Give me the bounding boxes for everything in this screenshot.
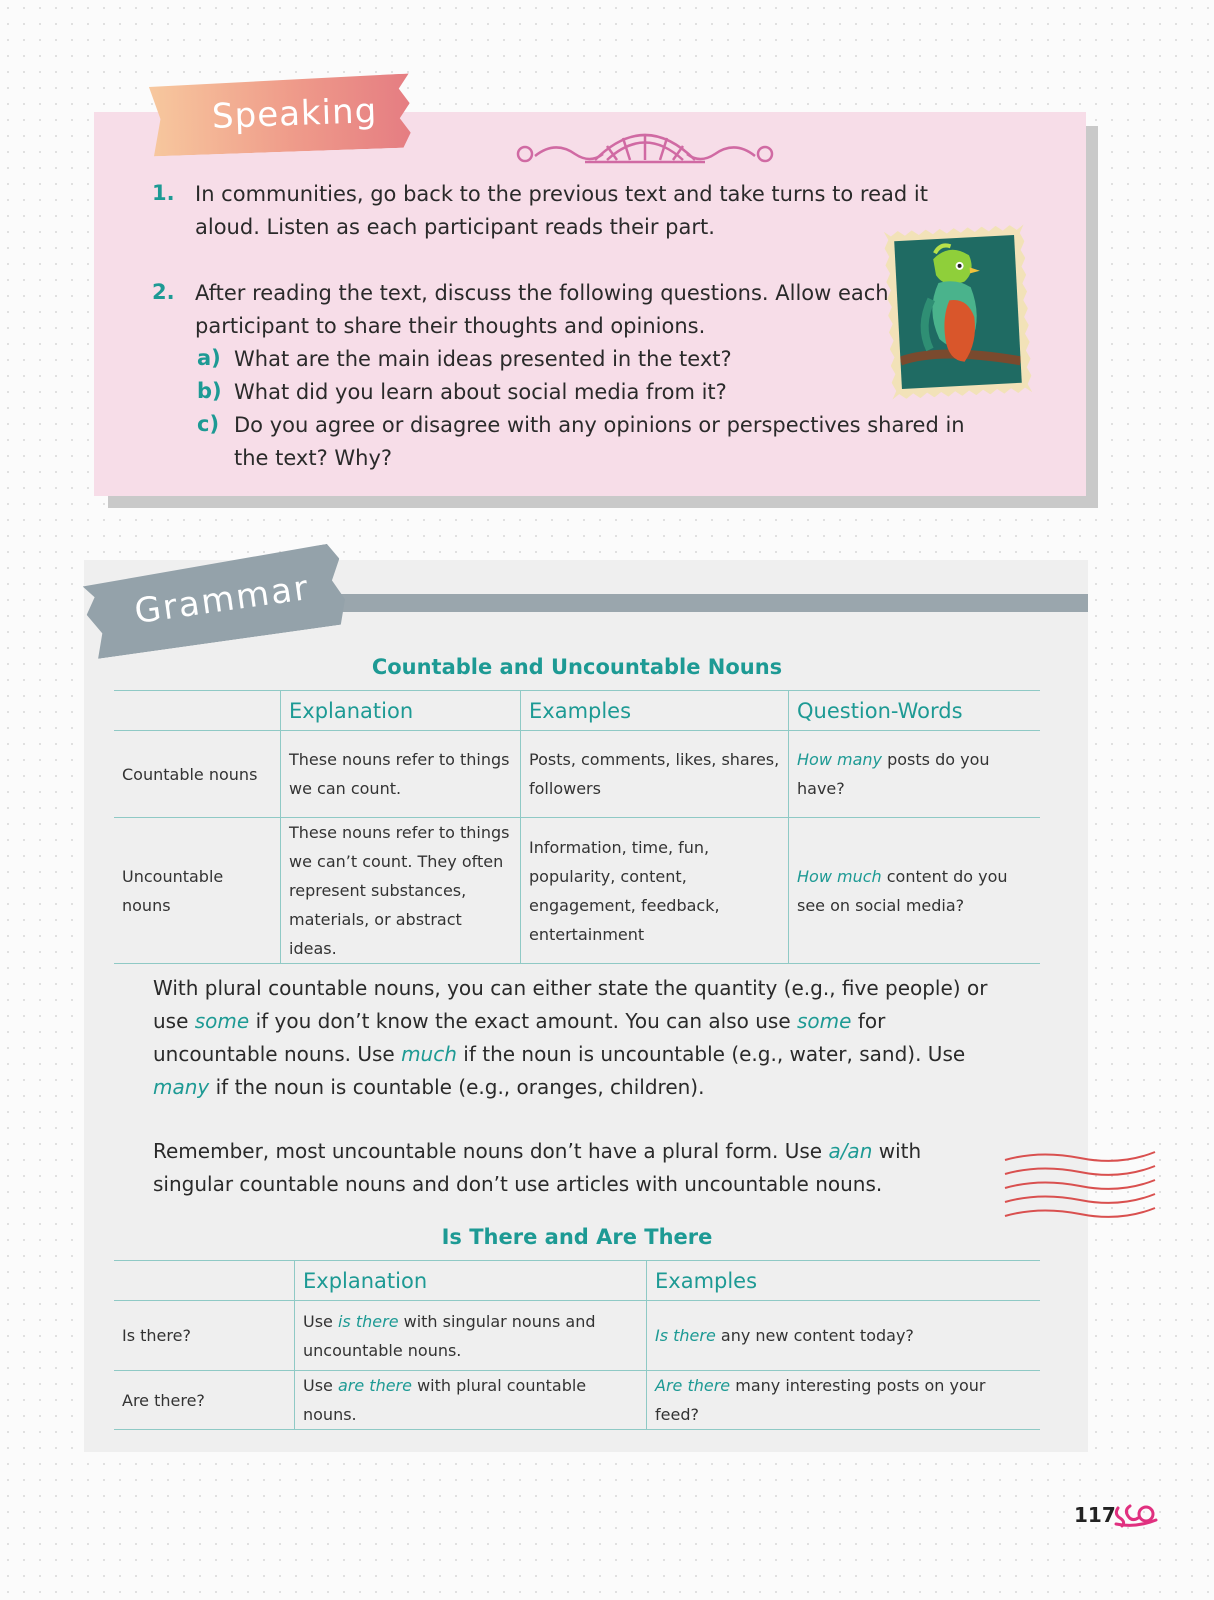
- quetzal-bird-stamp-icon: [884, 224, 1033, 399]
- example-emphasis: Is there: [655, 1326, 716, 1345]
- postmark-lines-icon: [1000, 1140, 1160, 1230]
- question-word-emphasis: How many: [797, 750, 882, 769]
- question-2-number: 2.: [152, 280, 175, 304]
- question-1-line-1: In communities, go back to the previous text and take turns to read it: [195, 182, 928, 206]
- example-text: many interesting posts on your feed?: [655, 1376, 986, 1424]
- row-explanation: [295, 1301, 647, 1371]
- grammar-paragraph-2: [153, 1135, 993, 1201]
- table-2-title: Is There and Are There: [441, 1225, 713, 1249]
- example-emphasis: Are there: [655, 1376, 731, 1395]
- sep-logo-icon: [1112, 1500, 1160, 1528]
- subquestion-b-letter: b): [197, 379, 222, 403]
- subquestion-a-letter: a): [197, 346, 221, 370]
- paragraph-text: for uncountable nouns. Use: [153, 1009, 886, 1066]
- subquestion-b-text: What did you learn about social media from it?: [234, 380, 727, 404]
- grammar-title: Grammar: [132, 567, 313, 633]
- row-label: Countable nouns: [114, 731, 281, 818]
- row-explanation: [295, 1371, 647, 1430]
- row-example: [647, 1301, 1041, 1371]
- ornament-icon: [515, 120, 775, 180]
- row-question-words: [789, 818, 1041, 964]
- page-number: 117: [1074, 1503, 1116, 1527]
- row-question-words: [789, 731, 1041, 818]
- row-example: [647, 1371, 1041, 1430]
- paragraph-emphasis: a/an: [828, 1139, 873, 1163]
- row-examples: Information, time, fun, popularity, content, engagement, feedback, entertainment: [521, 818, 789, 964]
- grammar-header-bar: [300, 594, 1088, 612]
- subquestion-c-line-1: Do you agree or disagree with any opinions or perspectives shared in: [234, 413, 965, 437]
- explanation-text: with plural countable nouns.: [303, 1376, 587, 1424]
- table-1-header-row: [114, 691, 1040, 731]
- row-label: Are there?: [114, 1371, 295, 1430]
- paragraph-emphasis: some: [797, 1009, 852, 1033]
- question-2-line-1: After reading the text, discuss the following questions. Allow each: [195, 281, 889, 305]
- question-1-line-2: aloud. Listen as each participant reads their part.: [195, 215, 715, 239]
- table-1-title: Countable and Uncountable Nouns: [371, 655, 783, 679]
- paragraph-text: With plural countable nouns, you can either state the quantity (e.g., five people) or use: [153, 976, 988, 1033]
- table-1-header-empty: [114, 691, 281, 731]
- table-2-header-examples: Examples: [647, 1261, 1041, 1301]
- grammar-paragraph-1: [153, 972, 993, 1104]
- subquestion-c-letter: c): [197, 412, 220, 436]
- explanation-text: with singular nouns and uncountable nouns.: [303, 1311, 596, 1360]
- table-1-header-explanation: Explanation: [281, 691, 521, 731]
- question-word-emphasis: How much: [797, 866, 882, 886]
- explanation-text: Use: [303, 1311, 338, 1331]
- table-2-header-empty: [114, 1261, 295, 1301]
- question-1-number: 1.: [152, 181, 175, 205]
- paragraph-emphasis: much: [401, 1042, 457, 1066]
- explanation-emphasis: is there: [337, 1311, 399, 1331]
- row-label: Is there?: [114, 1301, 295, 1371]
- table-row: [114, 818, 1040, 964]
- is-there-are-there-table: [114, 1260, 1040, 1430]
- paragraph-text: with singular countable nouns and don’t use articles with uncountable nouns.: [153, 1139, 922, 1196]
- subquestion-a-text: What are the main ideas presented in the text?: [234, 347, 732, 371]
- speaking-title: Speaking: [211, 91, 378, 137]
- subquestion-c-line-2: the text? Why?: [234, 446, 393, 470]
- example-text: any new content today?: [715, 1326, 914, 1345]
- question-2-line-2: participant to share their thoughts and opinions.: [195, 314, 706, 338]
- explanation-emphasis: are there: [337, 1376, 412, 1395]
- table-row: [114, 1371, 1040, 1430]
- row-label: Uncountable nouns: [114, 818, 281, 964]
- paragraph-text: Remember, most uncountable nouns don’t have a plural form. Use: [153, 1139, 829, 1163]
- paragraph-emphasis: some: [194, 1009, 250, 1033]
- row-explanation: These nouns refer to things we can count.: [281, 731, 521, 818]
- question-word-rest: posts do you have?: [797, 750, 990, 798]
- row-examples: Posts, comments, likes, shares, followers: [521, 731, 789, 818]
- countable-nouns-table: [114, 690, 1040, 964]
- table-1-header-question-words: Question-Words: [789, 691, 1041, 731]
- table-2-header-row: [114, 1261, 1040, 1301]
- table-row: [114, 1301, 1040, 1371]
- explanation-text: Use: [303, 1376, 338, 1395]
- table-row: [114, 731, 1040, 818]
- paragraph-text: if the noun is uncountable (e.g., water, sand). Use: [456, 1042, 966, 1066]
- table-1-header-examples: Examples: [521, 691, 789, 731]
- paragraph-text: if the noun is countable (e.g., oranges, children).: [209, 1075, 705, 1099]
- question-word-rest: content do you see on social media?: [797, 866, 1008, 915]
- table-2-header-explanation: Explanation: [295, 1261, 647, 1301]
- paragraph-emphasis: many: [153, 1075, 210, 1099]
- paragraph-text: if you don’t know the exact amount. You can also use: [249, 1009, 798, 1033]
- row-explanation: These nouns refer to things we can’t count. They often represent substances, materials, or abstract ideas.: [281, 818, 521, 964]
